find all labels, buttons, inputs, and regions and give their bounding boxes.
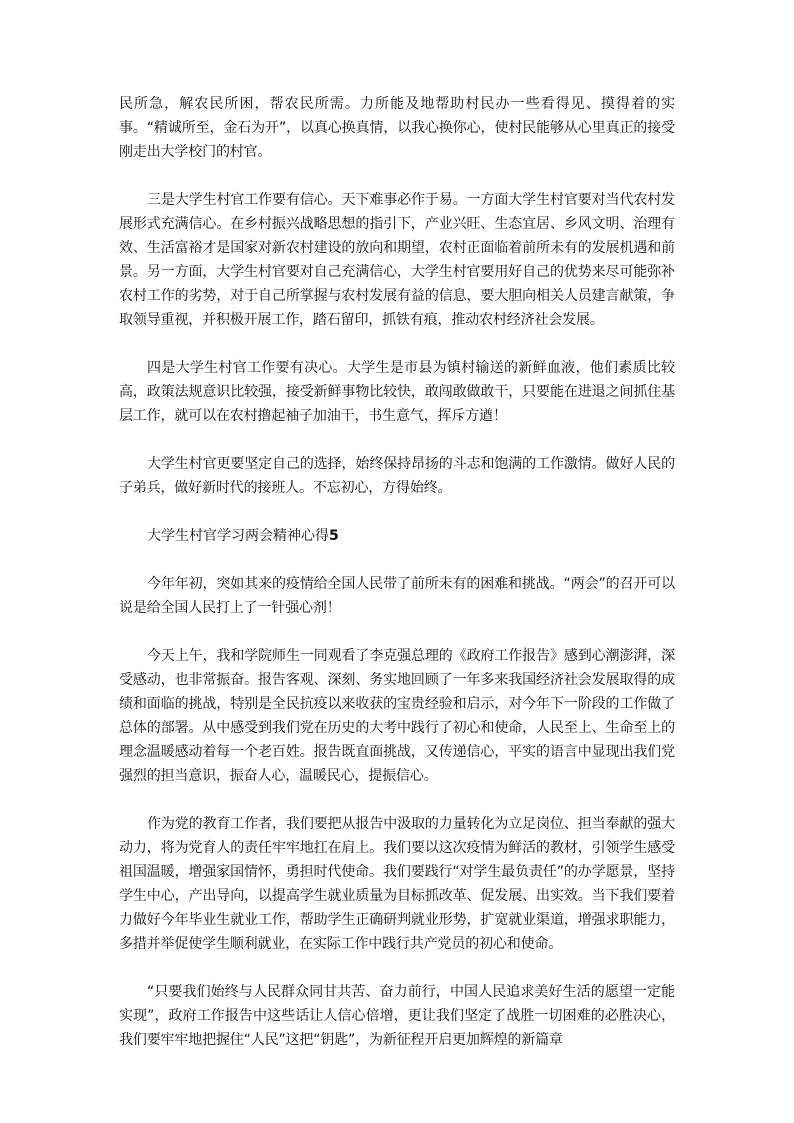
section-heading-text: 大学生村官学习两会精神心得 [147,528,329,544]
document-body [119,92,675,1076]
paragraph-intro: 今年年初，突如其来的疫情给全国人民带了前所未有的困难和挑战。“两会”的召开可以说是给全国人民打上了一针强心剂！ [119,576,675,616]
paragraph-education: 作为党的教育工作者，我们要把从报告中汲取的力量转化为立足岗位、担当奉献的强大动力，将为党育人的责任牢牢地扛在肩上。我们要以这次疫情为鲜活的教材，引领学生感受祖国温暖，增强家国情怀，勇担时代使命。我们要践行“对学生最负责任”的办学愿景，坚持学生中心，产出导向，以提高学生就业质量为目标抓改革、促发展、出实效。当下我们要着力做好今年毕业生就业工作，帮助学生正确研判就业形势，扩宽就业渠道，增强求职能力，多措并举促使学生顺利就业，在实际工作中践行共产党员的初心和使命。 [119,816,675,952]
paragraph-confidence: 三是大学生村官工作要有信心。天下难事必作于易。一方面大学生村官要对当代农村发展形式充满信心。在乡村振兴战略思想的指引下，产业兴旺、生态宜居、乡风文明、治理有效、生活富裕才是国家对新农村建设的放向和期望，农村正面临着前所未有的发展机遇和前景。另一方面，大学生村官要对自己充满信心，大学生村官要用好自己的优势来尽可能弥补农村工作的劣势，对于自己所掌握与农村发展有益的信息，要大胆向相关人员建言献策，争取领导重视，并积极开展工作，踏石留印，抓铁有痕，推动农村经济社会发展。 [119,192,675,328]
paragraph-conclusion: “只要我们始终与人民群众同甘共苦、奋力前行，中国人民追求美好生活的愿望一定能实现”，政府工作报告中这些话让人信心倍增，更让我们坚定了战胜一切困难的必胜决心，我们要牢牢地把握住“人民”这把“钥匙”，为新征程开启更加辉煌的新篇章 [119,984,675,1048]
paragraph-continued: 民所急，解农民所困，帮农民所需。力所能及地帮助村民办一些看得见、摸得着的实事。“精诚所至，金石为开”，以真心换真情，以我心换你心，使村民能够从心里真正的接受刚走出大学校门的村官。 [119,96,675,160]
section-heading [119,524,675,548]
section-heading-number: 5 [329,528,339,544]
paragraph-report: 今天上午，我和学院师生一同观看了李克强总理的《政府工作报告》感到心潮澎湃，深受感动，也非常振奋。报告客观、深刻、务实地回顾了一年多来我国经济社会发展取得的成绩和面临的挑战，特别是全民抗疫以来收获的宝贵经验和启示，对今年下一阶段的工作做了总体的部署。从中感受到我们党在历史的大考中践行了初心和使命，人民至上、生命至上的理念温暖感动着每一个老百姓。报告既直面挑战，又传递信心，平实的语言中显现出我们党强烈的担当意识，振奋人心，温暖民心，提振信心。 [119,648,675,784]
paragraph-choice: 大学生村官更要坚定自己的选择，始终保持昂扬的斗志和饱满的工作激情。做好人民的子弟兵，做好新时代的接班人。不忘初心，方得始终。 [119,456,675,496]
paragraph-determination: 四是大学生村官工作要有决心。大学生是市县为镇村输送的新鲜血液，他们素质比较高，政策法规意识比较强，接受新鲜事物比较快，敢闯敢做敢干，只要能在进退之间抓住基层工作，就可以在农村撸起袖子加油干，书生意气，挥斥方遒！ [119,360,675,424]
